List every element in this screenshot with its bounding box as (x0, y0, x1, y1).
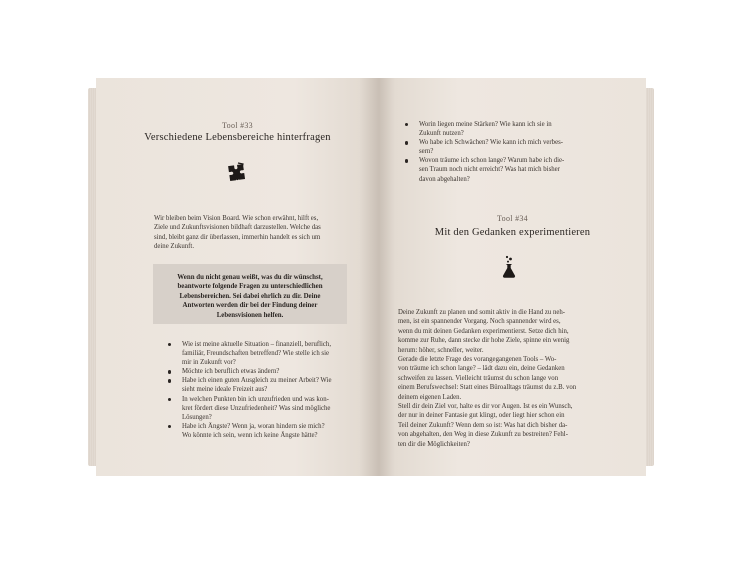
callout-line: Lebensvisionen helfen. (216, 311, 284, 319)
bullet-icon (405, 159, 408, 162)
callout-line: beantworte folgende Fragen zu unterschiedlichen (177, 283, 323, 291)
flask-icon (501, 255, 517, 279)
text-line: Teil deiner Zukunft? Wenn dem so ist: Was hat dich bisher da- (398, 421, 568, 429)
text-line: In welchen Punkten bin ich unzufrieden und was kon- (182, 395, 329, 403)
list-item (168, 340, 354, 367)
bullet-icon (405, 123, 408, 126)
tool-title-33: Verschiedene Lebensbereiche hinterfragen (144, 132, 331, 143)
text-line: mir in Zukunft vor? (182, 359, 236, 367)
bullet-icon (168, 370, 171, 373)
text-line: Zukunft nutzen? (419, 130, 464, 138)
puzzle-icon (227, 162, 247, 182)
tool-number-33: Tool #33 (222, 121, 253, 130)
callout-line: Antworten werden dir bei der Findung deiner (182, 302, 318, 310)
text-line: der nur in deiner Fantasie gut klingt, oder liegt hier schon ein (398, 412, 565, 420)
list-item (405, 156, 610, 183)
callout-box (153, 264, 347, 324)
left-page (96, 78, 379, 476)
bullet-icon (168, 379, 171, 382)
text-line: sind, bleibt ganz dir überlassen, immerhin handelt es sich um (154, 233, 321, 241)
callout-line: Wenn du nicht genau weißt, was du dir wünschst, (177, 274, 323, 281)
text-line: komme zur Ruhe, dann stecke dir hohe Ziele, spinne ein wenig (398, 337, 570, 345)
text-line: sern? (419, 148, 434, 156)
text-line: Worin liegen meine Stärken? Wie kann ich sie in (419, 121, 552, 128)
text-line: men, ist ein spannender Vorgang. Noch spannender wird es, (398, 318, 561, 326)
list-item (168, 367, 354, 376)
list-item (168, 395, 354, 422)
text-line: deinem eigenen Laden. (398, 393, 462, 401)
text-line: Lösungen? (182, 413, 212, 421)
bullet-icon (168, 343, 171, 346)
text-line: wenn du mit deinen Gedanken experimentierst. Setze dich hin, (398, 327, 569, 335)
question-list-left (168, 340, 354, 440)
text-line: von träume ich schon lange? – lädt dazu ein, deine Gedanken (398, 365, 565, 373)
text-line: Möchte ich beruflich etwas ändern? (182, 368, 280, 376)
intro-paragraph (154, 214, 346, 252)
text-line: Wie ist meine aktuelle Situation – finanziell, beruflich, (182, 341, 332, 348)
text-line: von abgehalten, den Weg in diese Zukunft zu bestreiten? Fehl- (398, 431, 568, 439)
text-line: Habe ich einen guten Ausgleich zu meiner Arbeit? Wie (182, 377, 332, 385)
list-item (168, 422, 354, 440)
open-book (88, 78, 654, 476)
text-line: Gerade die letzte Frage des vorangegangenen Tools – Wo- (398, 356, 557, 364)
text-line: kret fördert diese Unzufriedenheit? Was sind mögliche (182, 404, 331, 412)
text-line: Wo habe ich Schwächen? Wie kann ich mich verbes- (419, 139, 563, 147)
list-item (405, 138, 610, 156)
bullet-icon (168, 398, 171, 401)
bullet-icon (405, 141, 408, 144)
question-list-right (405, 120, 610, 184)
text-line: ten dir die Möglichkeiten? (398, 440, 470, 448)
text-line: sen Traum noch nicht erreicht? Was hat mich bisher (419, 166, 560, 174)
text-line: schweifen zu lassen. Vielleicht träumst du schon lange von (398, 374, 559, 382)
text-line: Deine Zukunft zu planen und somit aktiv in die Hand zu neh- (398, 309, 566, 316)
list-item (405, 120, 610, 138)
callout-line: Lebensbereichen. Sei dabei ehrlich zu dir. Deine (179, 292, 321, 300)
text-line: Ziele und Zukunftsvisionen bildhaft darzustellen. Welche das (154, 224, 321, 232)
tool-title-34: Mit den Gedanken experimentieren (434, 227, 591, 238)
text-line: herum: höher, schneller, weiter. (398, 346, 484, 354)
text-line: davon abgehalten? (419, 175, 470, 183)
text-line: Wovon träume ich schon lange? Warum habe ich die- (419, 157, 565, 165)
right-page (379, 78, 646, 476)
text-line: Habe ich Ängste? Wenn ja, woran hindern sie mich? (182, 422, 325, 430)
text-line: einem Berufswechsel: Statt eines Büroalltags träumst du z.B. von (398, 384, 577, 392)
text-line: sieht meine ideale Freizeit aus? (182, 386, 268, 394)
text-line: Wir bleiben beim Vision Board. Wie schon erwähnt, hilft es, (154, 215, 319, 222)
text-line: deine Zukunft. (154, 243, 195, 251)
text-line: Stell dir dein Ziel vor, halte es dir vor Augen. Ist es ein Wunsch, (398, 403, 573, 411)
bullet-icon (168, 425, 171, 428)
text-line: familiär, Freundschaften betreffend? Wie stelle ich sie (182, 350, 329, 358)
list-item (168, 376, 354, 394)
body-paragraph (398, 308, 624, 449)
text-line: Wo könnte ich sein, wenn ich keine Ängste hätte? (182, 431, 318, 439)
tool-number-34: Tool #34 (497, 214, 528, 223)
